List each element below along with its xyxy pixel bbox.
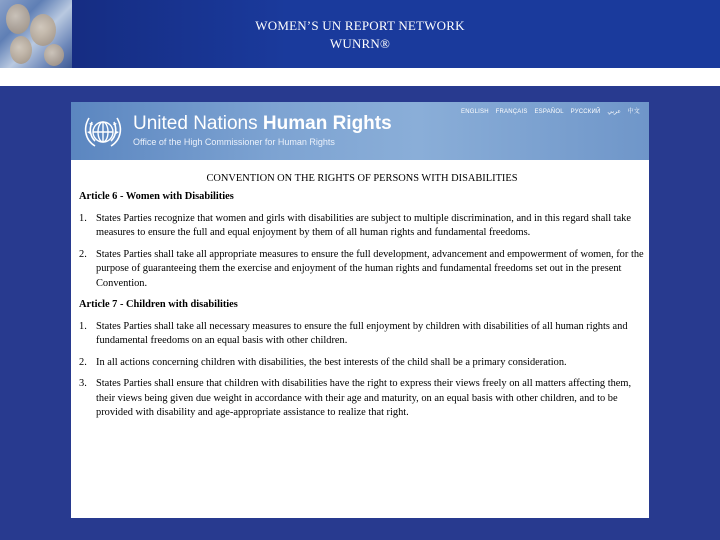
- un-emblem-icon: [81, 110, 125, 152]
- article-7-item: [79, 356, 645, 371]
- lang-russian[interactable]: РУССКИЙ: [570, 109, 601, 115]
- article-6-item: [79, 212, 645, 241]
- item-number: 1.: [79, 320, 87, 332]
- lang-francais[interactable]: FRANÇAIS: [495, 109, 528, 115]
- un-header: [71, 102, 649, 160]
- item-text: States Parties shall take all appropriate measures to ensure the full development, advancement and empowerment of women, for the purpose of guaranteeing them the exercise and enjoyment of the human rights and fundamental freedoms set out in the present Convention.: [96, 248, 644, 289]
- lang-arabic[interactable]: عربي: [607, 109, 621, 115]
- item-number: 2.: [79, 356, 87, 368]
- item-number: 3.: [79, 378, 87, 389]
- document-page: [71, 102, 649, 518]
- document-content: [79, 172, 645, 428]
- article-7-heading: Article 7 - Children with disabilities: [79, 299, 238, 310]
- banner-title-line2: WUNRN®: [329, 36, 391, 51]
- un-brand-name: [133, 113, 392, 135]
- un-subtitle: Office of the High Commissioner for Human Rights: [133, 137, 335, 147]
- lang-english[interactable]: ENGLISH: [461, 109, 489, 115]
- article-7-item: [79, 320, 645, 349]
- un-name-plain: United Nations: [133, 113, 258, 134]
- item-text: In all actions concerning children with disabilities, the best interests of the child shall be a primary consideration.: [96, 356, 567, 368]
- top-banner: [0, 0, 720, 68]
- item-number: 2.: [79, 248, 87, 260]
- banner-title-line1: WOMEN’S UN REPORT NETWORK: [255, 18, 465, 33]
- article-6-heading: Article 6 - Women with Disabilities: [79, 191, 234, 202]
- article-6-item: [79, 248, 645, 292]
- banner-title: [0, 17, 720, 53]
- lang-espanol[interactable]: ESPAÑOL: [534, 109, 564, 115]
- lang-chinese[interactable]: 中文: [627, 109, 641, 115]
- item-number: 1.: [79, 212, 87, 224]
- article-7-item: [79, 377, 645, 421]
- item-text: States Parties shall take all necessary measures to ensure the full enjoyment by children with disabilities of all human rights and fundamental freedoms on an equal basis with other children.: [96, 320, 628, 346]
- document-title: CONVENTION ON THE RIGHTS OF PERSONS WITH DISABILITIES: [206, 173, 518, 184]
- item-text: States Parties shall ensure that children with disabilities have the right to express their views freely on all matters affecting them, their views being given due weight in accordance with their age and maturity, on an equal basis with other children, and to be provided with disability and age-appropriate assistance to realize that right.: [96, 378, 632, 418]
- un-name-bold: Human Rights: [262, 113, 392, 134]
- item-text: States Parties recognize that women and girls with disabilities are subject to multiple discrimination, and in this regard shall take measures to ensure the full and equal enjoyment by them of all human rights and fundamental freedoms.: [96, 212, 631, 238]
- language-bar: [461, 108, 645, 116]
